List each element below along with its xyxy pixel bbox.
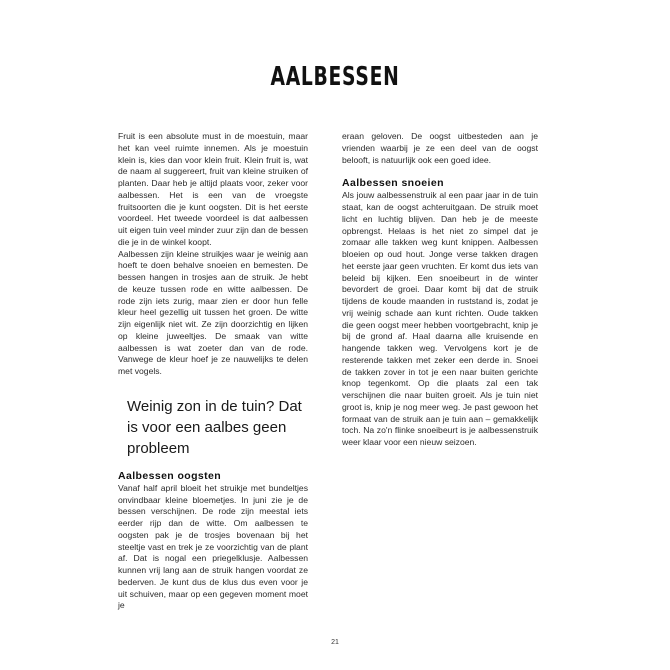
harvest-paragraph: Vanaf half april bloeit het struikje met bundeltjes onvindbaar kleine bloemetjes. In juni zie je de bessen verschijnen. De rode zijn meestal iets eerder rijp dan de witte. Om aalbessen te oogsten pak je de trosjes bovenaan bij het steeltje vast en trek je ze voorzichtig van de plant af. Dat is nogal een priegelklusje. Aalbessen kunnen vrij lang aan de struik hangen voordat ze bederven. Je kunt dus de klus dus even voor je uit schuiven, maar op een gegeven moment moet je xyxy=(118,482,308,611)
left-column xyxy=(118,131,308,612)
section-heading-oogsten: Aalbessen oogsten xyxy=(118,469,222,482)
right-column xyxy=(342,131,538,449)
description-paragraph: Aalbessen zijn kleine struikjes waar je weinig aan hoeft te doen behalve snoeien en bemesten. De bessen hangen in trosjes aan de struik. Je hebt de keuze tussen rode en witte aalbessen. De rode zijn iets zurig, maar zien er door hun felle kleur heel gezellig uit tussen het groen. De witte zijn eigenlijk niet wit. Ze zijn doorzichtig en lijken op kleine juweeltjes. De smaak van witte aalbessen is wat zoeter dan van de rode. Vanwege de kleur hoef je ze nauwelijks te delen met vogels. xyxy=(118,248,308,376)
pruning-paragraph: Als jouw aalbessenstruik al een paar jaar in de tuin staat, kan de oogst achteruitgaan. De struik moet licht en luchtig blijven. Dan heb je de meeste opbrengst. Helaas is het niet zo simpel dat je zomaar alle takken weg kunt knippen. Aalbessen bloeien op oud hout. Jonge verse takken dragen het eerste jaar geen vruchten. Er komt dus iets van beleid bij kijken. Een snoeibeurt in de winter bevordert de groei. Daar komt bij dat de struik tijdens de koude maanden in ruststand is, zodat je vrij weinig schade aan kunt richten. Oude takken die geen oogst meer hebben voortgebracht, knip je bij de grond af. Haal daarna alle kruisende en hangende takken weg. Vervolgens kort je de resterende takken met zeker een derde in. Snoei de takken zover in tot je een naar buiten gerichte knop tegenkomt. Op die plaats zal een tak verschijnen die naar buiten groeit. Als je tuin niet groot is, knip je nog meer weg. Je past gewoon het formaat van de struik aan je tuin aan – gemakkelijk toch. Na zo'n flinke snoeibeurt is je aalbessenstruik weer klaar voor een nieuw seizoen. xyxy=(342,190,538,447)
section-heading-snoeien: Aalbessen snoeien xyxy=(342,177,444,190)
page-title: AALBESSEN xyxy=(270,62,400,92)
intro-paragraph: Fruit is een absolute must in de moestuin, maar het kan veel ruimte innemen. Als je moestuin klein is, kies dan voor klein fruit. Klein fruit is, wat de naam al suggereert, fruit van kleine struiken of planten. Daar heb je altijd plaats voor, zeker voor aalbessen. Het is een van de vroegste fruitsoorten die je kunt oogsten. Dit is het eerste voordeel. Het tweede voordeel is dat aalbessen uit eigen tuin veel minder zuur zijn dan de bessen die je in de winkel koopt. xyxy=(118,131,308,247)
pull-quote: Weinig zon in de tuin? Dat is voor een aalbes geen probleem xyxy=(127,397,302,457)
page-number: 21 xyxy=(331,639,339,646)
harvest-continued-paragraph: eraan geloven. De oogst uitbesteden aan je vrienden waarbij je ze een deel van de oogst belooft, is natuurlijk ook een goed idee. xyxy=(342,131,538,165)
